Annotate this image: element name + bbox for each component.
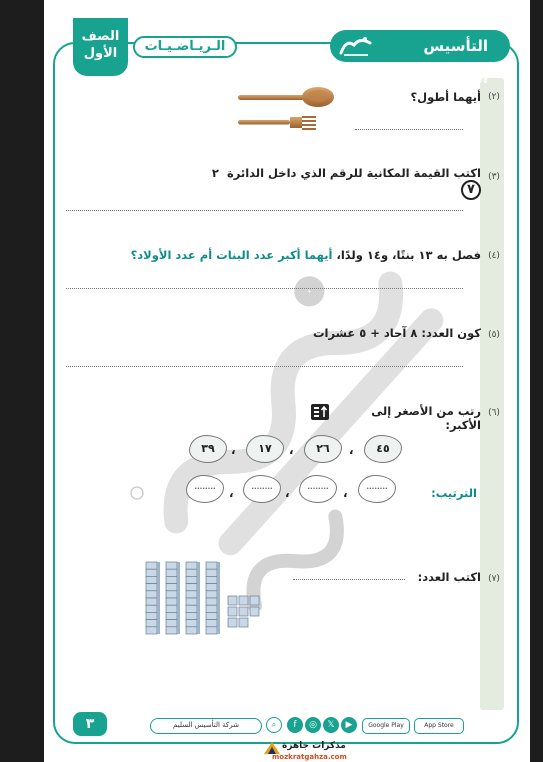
ones-cube [228, 607, 237, 616]
grade-label: الصف [81, 29, 120, 44]
order-label: الترتيب: [431, 486, 477, 500]
ones-cube [239, 607, 248, 616]
ones-cube [228, 618, 237, 627]
question-4-statement: فصل به ١٣ بنتًا، و١٤ ولدًا، [332, 248, 481, 262]
sort-ascending-icon [311, 404, 329, 420]
separator: ، [289, 443, 294, 457]
ones-cube [228, 596, 237, 605]
app-store-label: App Store [424, 722, 454, 729]
question-number: (٦) [488, 408, 500, 418]
ones-cube [250, 607, 259, 616]
ones-cube [239, 596, 248, 605]
question-number: (٧) [488, 574, 500, 584]
subject-title: الـريـاضـيـات [133, 36, 237, 58]
question-7-text: اكتب العدد: [417, 570, 481, 584]
tens-rod [186, 562, 200, 634]
app-store-badge[interactable] [414, 718, 464, 734]
question-2-text: أيهما أطول؟ [410, 90, 481, 104]
brand-name: التأسيس السليم [423, 37, 488, 87]
site-url[interactable]: mozkratgahza.com [272, 753, 347, 761]
question-3-prompt: اكتب القيمة المكانية للرقم الذي داخل الدائرة [226, 166, 481, 180]
search-icon[interactable]: ⌕ [266, 717, 282, 733]
grade-level: الأول [83, 46, 118, 61]
x-icon[interactable]: 𝕏 [323, 717, 339, 733]
question-number: (٤) [488, 251, 500, 261]
separator: ، [229, 486, 234, 500]
separator: ، [285, 486, 290, 500]
company-name: شركة التأسيس السليم [150, 718, 262, 734]
facebook-icon[interactable]: f [287, 717, 303, 733]
answer-cloud[interactable]: ........ [299, 475, 337, 503]
site-name-arabic: مذكرات جاهزة [282, 741, 346, 751]
ones-cube [239, 618, 248, 627]
answer-line[interactable] [66, 288, 463, 289]
page-number: ٣ [73, 712, 107, 736]
question-3-text [191, 166, 481, 200]
grade-badge [73, 18, 128, 76]
question-4-ask: أيهما أكبر عدد البنات أم عدد الأولاد؟ [130, 248, 333, 262]
youtube-icon[interactable]: ▶ [341, 717, 357, 733]
google-play-badge[interactable] [362, 718, 410, 734]
circled-number: ٧ [461, 180, 481, 200]
question-number: (٢) [488, 92, 500, 102]
question-number: (٥) [488, 330, 500, 340]
base-ten-blocks-image [140, 558, 266, 638]
separator: ، [343, 486, 348, 500]
question-number: (٣) [488, 172, 500, 182]
answer-cloud[interactable]: ........ [358, 475, 396, 503]
tens-rod [206, 562, 220, 634]
tens-rod [166, 562, 180, 634]
brand-logo-icon [338, 33, 374, 59]
answer-cloud[interactable]: ........ [243, 475, 281, 503]
page-frame [53, 42, 519, 744]
separator: ، [349, 443, 354, 457]
answer-line[interactable] [293, 579, 405, 580]
number-cloud: ٣٩ [189, 435, 227, 463]
answer-line[interactable] [66, 210, 463, 211]
question-6-text: رتب من الأصغر إلى الأكبر: [371, 404, 481, 432]
question-4-text [121, 248, 481, 262]
number-plain: ٢ [211, 166, 219, 180]
separator: ، [231, 443, 236, 457]
answer-cloud[interactable]: ........ [186, 475, 224, 503]
number-cloud: ٤٥ [364, 435, 402, 463]
tens-rod [146, 562, 160, 634]
number-cloud: ٢٦ [304, 435, 342, 463]
number-cloud: ١٧ [246, 435, 284, 463]
answer-line[interactable] [355, 129, 463, 130]
instagram-icon[interactable]: ◎ [305, 717, 321, 733]
answer-line[interactable] [66, 366, 463, 367]
spoon-fork-image [232, 82, 338, 134]
ones-cube [250, 596, 259, 605]
question-5-text: كون العدد: ٨ آحاد + ٥ عشرات [312, 326, 481, 340]
google-play-label: Google Play [368, 722, 404, 729]
